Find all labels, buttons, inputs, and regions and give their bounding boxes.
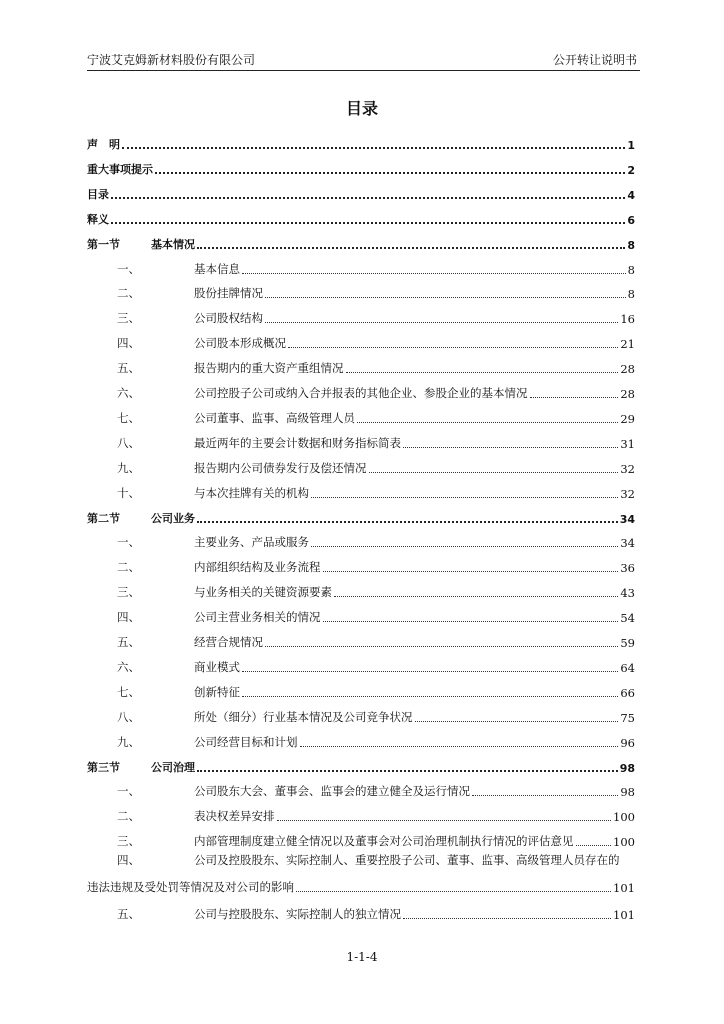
dot-leader [311,546,618,547]
toc-entry-number: 三、 [117,834,140,849]
toc-entry[interactable] [87,781,635,799]
toc-entry-label: 公司业务 [151,511,195,525]
toc-entry-label: 释义 [87,212,109,226]
toc-entry-page: 36 [620,561,635,576]
toc-entry[interactable] [87,831,635,849]
toc-entry-label: 公司董事、监事、高级管理人员 [194,410,355,425]
dot-leader [357,422,618,423]
toc-entry[interactable] [87,283,635,301]
toc-entry-label: 公司股东大会、董事会、监事会的建立健全及运行情况 [194,784,470,799]
toc-entry-page: 66 [620,685,635,700]
toc-entry-label: 股份挂牌情况 [194,286,263,301]
toc-entry-page: 100 [613,835,635,850]
toc-entry-page: 31 [620,436,635,451]
toc-entry-page: 34 [619,512,635,526]
dot-leader [323,621,619,622]
toc-entry-page: 16 [620,312,635,327]
toc-entry-number: 八、 [117,709,140,724]
toc-entry-number: 一、 [117,261,140,276]
dot-leader [403,447,618,448]
toc-entry-wrapped[interactable] [87,852,635,868]
toc-entry-label: 表决权差异安排 [194,809,275,824]
toc-entry-label: 公司主营业务相关的情况 [194,610,321,625]
toc-entry-page: 4 [627,188,635,202]
toc-entry-page: 6 [627,213,635,227]
toc-entry-label: 与业务相关的关键资源要素 [194,585,332,600]
dot-leader [311,497,618,498]
toc-entry-number: 二、 [117,286,140,301]
toc-entry-number: 四、 [117,610,140,625]
toc-entry[interactable] [87,632,635,650]
toc-entry-label: 公司治理 [151,760,195,774]
toc-entry-page: 29 [620,411,635,426]
dot-leader [369,472,619,473]
toc-entry-page: 64 [620,660,635,675]
toc-entry-number: 三、 [117,585,140,600]
toc-entry-number: 七、 [117,684,140,699]
toc-entry-wrapped-continued[interactable] [87,877,635,895]
toc-entry-number: 五、 [117,361,140,376]
dot-leader [530,397,619,398]
toc-entry-number: 六、 [117,386,140,400]
toc-entry-label: 所处（细分）行业基本情况及公司竞争状况 [194,709,413,724]
toc-entry-label: 经营合规情况 [194,635,263,649]
toc-entry-label-line1: 公司及控股股东、实际控制人、重要控股子公司、董事、监事、高级管理人员存在的 [194,853,620,868]
toc-entry-number: 九、 [117,734,140,749]
toc-entry-page: 21 [620,337,635,352]
toc-entry-number: 第一节 [87,237,120,251]
toc-entry-number: 一、 [117,784,140,799]
toc-entry-page: 101 [613,908,635,923]
toc-entry-label: 重大事项提示 [87,162,153,176]
toc-entry-number: 六、 [117,659,140,674]
dot-leader [300,746,619,747]
toc-entry[interactable] [87,184,635,202]
dot-leader [334,596,618,597]
dot-leader [197,521,618,523]
toc-entry[interactable] [87,259,635,277]
toc-entry-page: 1 [627,139,635,152]
toc-entry[interactable] [87,557,635,575]
toc-entry-page: 43 [620,586,635,601]
toc-entry-label: 内部组织结构及业务流程 [194,560,321,575]
toc-entry[interactable] [87,134,635,152]
toc-entry[interactable] [87,657,635,675]
dot-leader [296,891,611,892]
toc-entry-page: 98 [620,785,635,800]
toc-entry[interactable] [87,308,635,326]
toc-entry[interactable] [87,508,635,526]
toc-entry-label-line2: 违法违规及受处罚等情况及对公司的影响 [87,880,294,895]
dot-leader [472,795,618,796]
toc-entry-label: 基本情况 [151,237,195,251]
dot-leader [111,197,625,199]
dot-leader [242,696,618,697]
toc-entry-label: 创新特征 [194,684,240,699]
toc-entry-label: 主要业务、产品或服务 [194,535,309,550]
dot-leader [403,918,611,919]
toc-entry-page: 54 [620,611,635,626]
dot-leader [197,770,618,772]
toc-entry-page: 8 [627,262,635,277]
toc-entry-number: 第二节 [87,511,120,525]
toc-entry-number: 四、 [117,336,140,351]
toc-entry-page: 98 [619,761,635,775]
toc-entry-label: 公司控股子公司或纳入合并报表的其他企业、参股企业的基本情况 [194,386,528,400]
toc-entry[interactable] [87,806,635,824]
toc-entry[interactable] [87,159,635,177]
dot-leader [111,222,625,224]
toc-entry-label: 目录 [87,187,109,201]
toc-entry-page: 34 [620,536,635,551]
toc-entry-page: 100 [613,810,635,825]
toc-entry-page: 96 [620,735,635,750]
dot-leader [576,845,612,846]
toc-entry[interactable] [87,458,635,476]
dot-leader [415,721,619,722]
toc-entry-label: 基本信息 [194,261,240,276]
toc-entry-label: 最近两年的主要会计数据和财务指标简表 [194,435,401,450]
toc-entry-number: 五、 [117,635,140,649]
toc-entry[interactable] [87,682,635,700]
page-title: 目录 [345,99,378,118]
toc-entry[interactable] [87,234,635,252]
toc-entry-number: 四、 [117,853,140,868]
toc-entry[interactable] [87,333,635,351]
toc-entry[interactable] [87,408,635,426]
dot-leader [323,571,619,572]
toc-entry[interactable] [87,757,635,775]
toc-entry-number: 第三节 [87,760,120,774]
toc-entry-label: 公司股权结构 [194,311,263,326]
toc-entry-page: 59 [620,636,635,650]
toc-entry[interactable] [87,582,635,600]
toc-entry-label: 声 明 [87,138,120,151]
toc-entry-label: 公司与控股股东、实际控制人的独立情况 [194,907,401,922]
toc-entry[interactable] [87,483,635,501]
toc-entry-number: 一、 [117,535,140,550]
toc-entry-label: 公司经营目标和计划 [194,734,298,749]
toc-entry-page: 8 [627,238,635,252]
toc-entry[interactable] [87,607,635,625]
toc-entry-number: 五、 [117,907,140,922]
dot-leader [265,322,618,323]
toc-entry-label: 报告期内的重大资产重组情况 [194,361,344,376]
dot-leader [155,172,625,174]
toc-entry-number: 八、 [117,435,140,450]
toc-entry[interactable] [87,904,635,922]
toc-entry-number: 三、 [117,311,140,326]
dot-leader [122,147,625,149]
toc-entry[interactable] [87,707,635,725]
document-type: 公开转让说明书 [552,53,637,67]
toc-entry[interactable] [87,358,635,376]
company-name: 宁波艾克姆新材料股份有限公司 [87,53,256,67]
toc-entry-label: 报告期内公司债券发行及偿还情况 [194,460,367,475]
toc-entry-number: 七、 [117,410,140,425]
toc-entry-label: 商业模式 [194,659,240,674]
toc-entry[interactable] [87,209,635,227]
toc-entry-label: 内部管理制度建立健全情况以及董事会对公司治理机制执行情况的评估意见 [194,834,574,849]
toc-entry-number: 二、 [117,809,140,824]
dot-leader [288,347,618,348]
toc-entry-label: 公司股本形成概况 [194,336,286,351]
toc-entry-number: 九、 [117,460,140,475]
toc-entry-page: 28 [620,387,635,401]
toc-entry-label: 与本次挂牌有关的机构 [194,485,309,500]
dot-leader [265,297,626,298]
dot-leader [242,273,626,274]
toc-entry-page: 2 [627,163,635,177]
dot-leader [346,372,619,373]
dot-leader [265,646,618,647]
toc-entry[interactable] [87,532,635,550]
toc-entry-page: 28 [620,362,635,377]
dot-leader [277,820,612,821]
toc-entry-page: 8 [627,287,635,302]
toc-entry-page: 75 [620,710,635,725]
page-header [87,50,640,71]
toc-entry-page: 32 [620,486,635,501]
toc-entry[interactable] [87,433,635,451]
toc-entry-page: 32 [620,461,635,476]
toc-entry-number: 十、 [117,485,140,500]
dot-leader [197,247,625,249]
toc-entry-number: 二、 [117,560,140,575]
toc-entry[interactable] [87,383,635,401]
toc-entry[interactable] [87,732,635,750]
toc-entry-page: 101 [613,881,635,896]
dot-leader [242,671,618,672]
page-number: 1-1-4 [346,950,378,964]
